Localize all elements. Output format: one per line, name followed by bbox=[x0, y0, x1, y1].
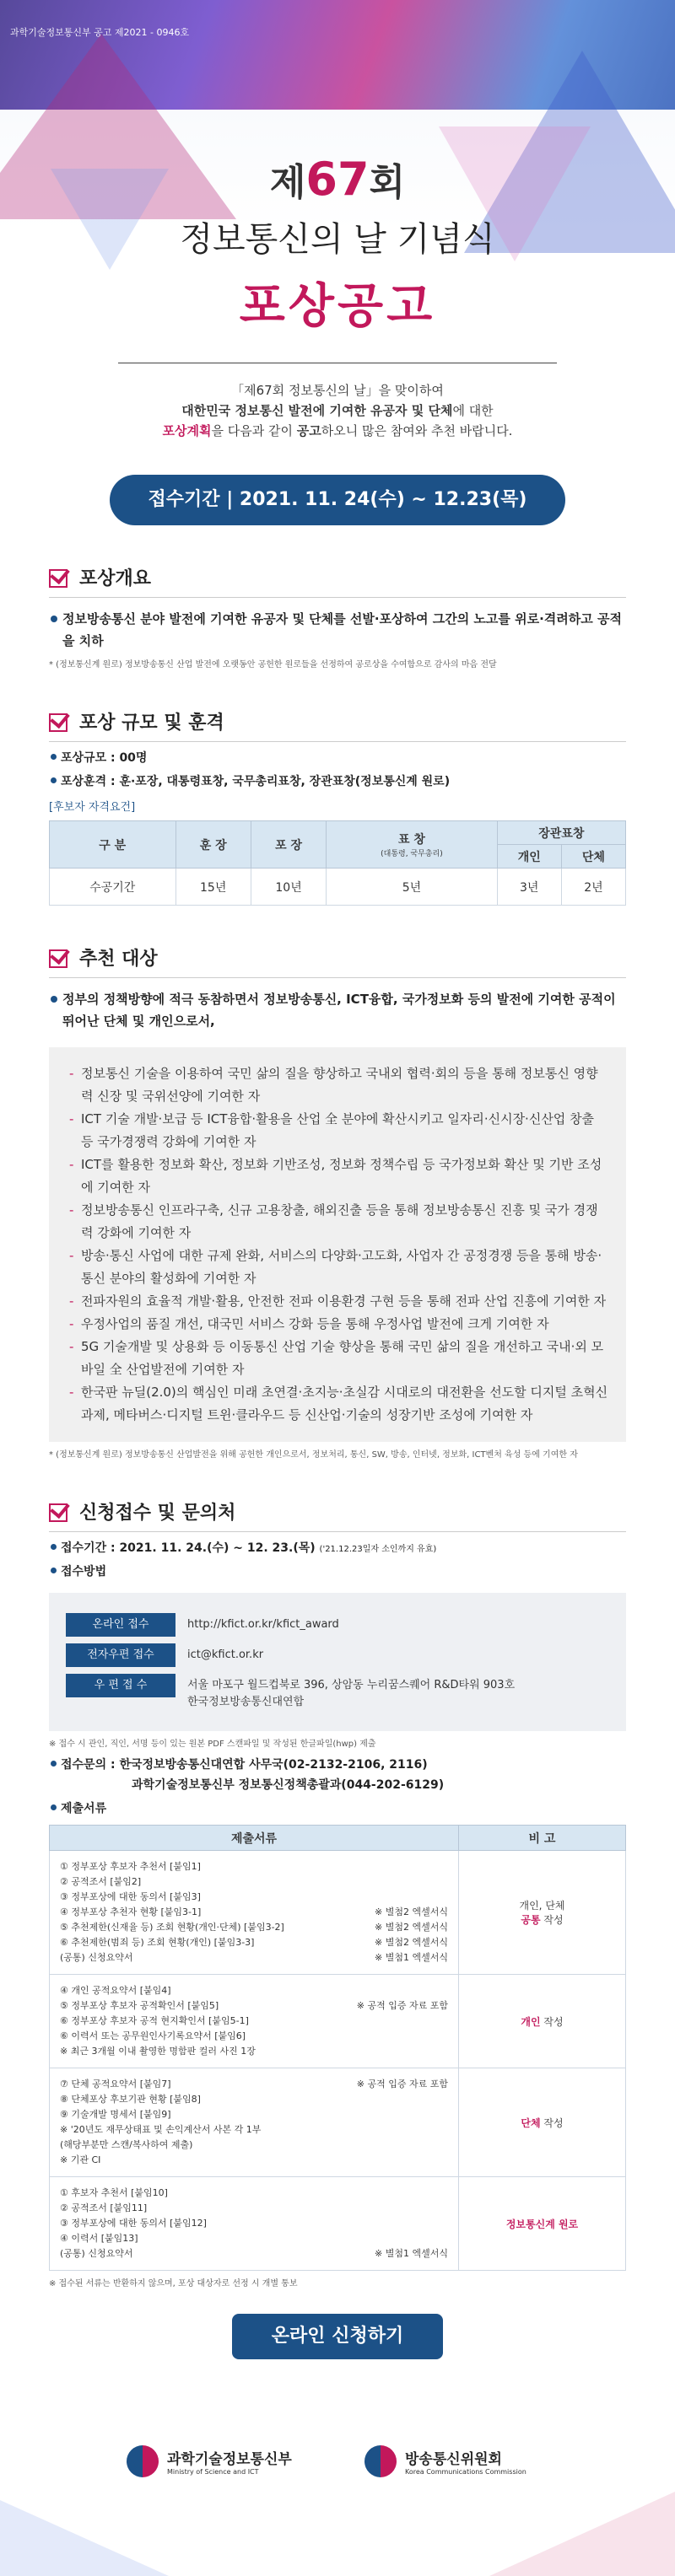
taegeuk-emblem-icon bbox=[127, 2445, 159, 2477]
doc-item: ④ 이력서 [붙임13] bbox=[60, 2233, 138, 2244]
doc-item: ※ '20년도 재무상태표 및 손익계산서 사본 각 1부 bbox=[60, 2124, 262, 2135]
doc-item: ⑤ 추천제한(신재율 등) 조회 현황(개인·단체) [붙임3-2] ※ 별첨2 엑셀서식 bbox=[60, 1922, 448, 1933]
recommend-section: 추천 대상 정부의 정책방향에 적극 동참하면서 정보방송통신, ICT융합, 국가정보화 등의 발전에 기여한 공적이 뛰어난 단체 및 개인으로서, - 정보통신 기술을 이용하여 국민 삶의 질을 향상하고 국내외 협력·회의 등을 통해 정보통신 영향력 신장 및 국위선양에 기여한 자 - ICT 기술 개발·보급 등 ICT융합·활용을 산업 全 분야에 확산시키고 일자리·신시장·신산업 창출 등 국가경쟁력 강화에 기여한 자 - ICT를 활용한 정보화 확산, 정보화 기반조성, 정보화 정책수립 등 국가정보화 확산 및 기반 조성에 기여한 자 - 정보방송통신 인프라구축, 신규 고용창출, 해외진출 등을 통해 정보방송통신 진흥 및 국가 경쟁력 강화에 기여한 자 - 방송·통신 사업에 대한 규제 완화, 서비스의 다양화·고도화, 사업자 간 공정경쟁 등을 통해 방송·통신 분야의 활성화에 기여한 자 - 전파자원의 효율적 개발·활용, 안전한 전파 이용환경 구현 등을 통해 전파 산업 진흥에 기여한 자 - 우정사업의 품질 개선, 대국민 서비스 강화 등을 통해 우정사업 발전에 크게 기여한 자 - 5G 기술개발 및 상용화 등 이동통신 산업 기술 향상을 통해 국민 삶의 질을 개선하고 국내·외 모바일 全 산업발전에 기여한 자 - 한국판 뉴딜(2.0)의 핵심인 미래 초연결·초지능·초실감 시대로의 대전환을 선도할 디지털 초혁신 과제, 메타버스·디지털 트윈·클라우드 등 신산업·기술의 성장기반 조성에 기여한 자 * (정보통신계 원로) 정보방송통신 산업발전을 위해 공헌한 개인으로서, 정보처리, 통신, SW, 방송, 인터넷, 정보화, ICT벤처 육성 등에 기여한 자 bbox=[0, 944, 675, 1460]
checkbox-icon bbox=[49, 566, 73, 589]
doc-item: (해당부분만 스캔/복사하여 제출) bbox=[60, 2139, 193, 2150]
checkbox-icon bbox=[49, 710, 73, 734]
doc-item: ⑥ 추천제한(범죄 등) 조회 현황(개인) [붙임3-3] ※ 별첨2 엑셀서식 bbox=[60, 1937, 448, 1948]
method-box: 온라인 접수 http://kfict.or.kr/kfict_award 전자우편 접수 ict@kfict.or.kr 우 편 접 수 서울 마포구 월드컵북로 396, 상암동 누리꿈스퀘어 R&D타워 903호 한국정보방송통신대연합 bbox=[49, 1593, 626, 1731]
doc-item: ③ 정부포상에 대한 동의서 [붙임12] bbox=[60, 2218, 207, 2229]
doc-item: ⑨ 기술개발 명세서 [붙임9] bbox=[60, 2109, 171, 2120]
notice-number: 과학기술정보통신부 공고 제2021 - 0946호 bbox=[10, 27, 190, 38]
doc-item: ③ 정부포상에 대한 동의서 [붙임3] bbox=[60, 1891, 201, 1902]
section-title: 추천 대상 bbox=[79, 949, 158, 970]
intro: 「제67회 정보통신의 날」을 맞이하여 대한민국 정보통신 발전에 기여한 유공자 및 단체에 대한 포상계획을 다음과 같이 공고하오니 많은 참여와 추천 바랍니다. 접수기간 | 2021. 11. 24(수) ~ 12.23(목) bbox=[0, 329, 675, 525]
list-item: - 우정사업의 품질 개선, 대국민 서비스 강화 등을 통해 우정사업 발전에 크게 기여한 자 bbox=[69, 1313, 609, 1336]
doc-item: ④ 정부포상 추천자 현황 [붙임3-1] ※ 별첨2 엑셀서식 bbox=[60, 1906, 448, 1917]
list-item: - 전파자원의 효율적 개발·활용, 안전한 전파 이용환경 구현 등을 통해 전파 산업 진흥에 기여한 자 bbox=[69, 1290, 609, 1313]
doc-item: ① 정부포상 후보자 추천서 [붙임1] bbox=[60, 1861, 201, 1872]
doc-item: ② 공적조서 [붙임2] bbox=[60, 1876, 142, 1887]
reception-period-banner: 접수기간 | 2021. 11. 24(수) ~ 12.23(목) bbox=[110, 475, 565, 525]
table-row: ① 후보자 추천서 [붙임10] ② 공적조서 [붙임11] ③ 정부포상에 대한 동의서 [붙임12] ④ 이력서 [붙임13] (공통) 신청요약서 ※ 별첨1 엑셀서식 정보통신계 원로 bbox=[50, 2177, 626, 2271]
doc-item: (공통) 신청요약서 ※ 별첨1 엑셀서식 bbox=[60, 1952, 448, 1963]
doc-item: ④ 개인 공적요약서 [붙임4] bbox=[60, 1985, 171, 1996]
list-item: - ICT 기술 개발·보급 등 ICT융합·활용을 산업 全 분야에 확산시키고 일자리·신시장·신산업 창출 등 국가경쟁력 강화에 기여한 자 bbox=[69, 1108, 609, 1154]
documents-table: 제출서류 비 고 ① 정부포상 후보자 추천서 [붙임1] ② 공적조서 [붙임2] ③ 정부포상에 대한 동의서 [붙임3] ④ 정부포상 추천자 현황 [붙임3-1] ※ 별첨2 엑셀서식 ⑤ 추천제한(신재율 등) 조회 현황(개인·단체) [붙임3-2] ※ 별첨2 엑셀서식 ⑥ 추천제한(범죄 등) 조회 현황(개인) [붙임3-3] ※ 별첨2 엑셀서식 (공통) 신청요약서 ※ 별첨1 엑셀서식 개인, 단체 공통 작성 ④ 개인 공적요약서 [붙임4] ⑤ 정부포상 후보자 공적확인서 [붙임5] ※ 공적 입증 자료 포함 ⑥ 정부포상 후보자 공적 현지확인서 [붙임5-1] ⑥ 이력서 또는 공무원인사기록요약서 [붙임6] ※ 최근 3개월 이내 촬영한 명함판 컬러 사진 1장 개인 작성 ⑦ 단체 공적요약서 [붙임7] ※ 공적 입증 자료 포함 ⑧ 단체포상 후보기관 현황 [붙임8] ⑨ 기술개발 명세서 [붙임9] ※ '20년도 재무상태표 및 손익계산서 사본 각 1부 (해당부분만 스캔/복사하여 제출) ※ 기관 CI 단체 작성 ① 후보자 추천서 [붙임10] ② 공적조서 [붙임11] ③ 정부포상에 대한 동의서 [붙임12] ④ 이력서 [붙임13] (공통) 신청요약서 ※ 별첨1 엑셀서식 정보통신계 원로 bbox=[49, 1825, 626, 2271]
online-apply-button[interactable]: 온라인 신청하기 bbox=[232, 2314, 443, 2359]
section-title: 신청접수 및 문의처 bbox=[79, 1503, 236, 1524]
qualification-table: 구 분 훈 장 포 장 표 창 (대통령, 국무총리) 장관표창 개인 단체 수공기간 15년 10년 5년 3년 2년 bbox=[49, 820, 626, 906]
footer bbox=[0, 2428, 675, 2576]
list-item: - 5G 기술개발 및 상용화 등 이동통신 산업 기술 향상을 통해 국민 삶의 질을 개선하고 국내·외 모바일 全 산업발전에 기여한 자 bbox=[69, 1336, 609, 1381]
list-item: - 정보통신 기술을 이용하여 국민 삶의 질을 향상하고 국내외 협력·회의 등을 통해 정보통신 영향력 신장 및 국위선양에 기여한 자 bbox=[69, 1062, 609, 1108]
apply-section: 신청접수 및 문의처 접수기간 : 2021. 11. 24.(수) ~ 12. 23.(목) ('21.12.23일자 소인까지 유효) 접수방법 온라인 접수 http://kfict.or.kr/kfict_award 전자우편 접수 ict@kfict.or.kr 우 편 접 수 서울 마포구 월드컵북로 396, 상암동 누리꿈스퀘어 R&D타워 903호 한국정보방송통신대연합 ※ 접수 시 관인, 직인, 서명 등이 있는 원본 PDF 스캔파일 및 작성된 한글파일(hwp) 제출 접수문의 : 한국정보방송통신대연합 사무국(02-2132-2106, 2116) 과학기술정보통신부 정보통신정책총괄과(044-202-6129) 제출서류 제출서류 비 고 ① 정부포상 후보자 추천서 [붙임1] ② 공적조서 [붙임2] ③ 정부포상에 대한 동의서 [붙임3] ④ 정부포상 추천자 현황 [붙임3-1] ※ 별첨2 엑셀서식 ⑤ 추천제한(신재율 등) 조회 현황(개인·단체) [붙임3-2] ※ 별첨2 엑셀서식 ⑥ 추천제한(범죄 등) 조회 현황(개인) [붙임3-3] ※ 별첨2 엑셀서식 (공통) 신청요약서 ※ 별첨1 엑셀서식 개인, 단체 공통 작성 ④ 개인 공적요약서 [붙임4] ⑤ 정부포상 후보자 공적확인서 [붙임5] ※ 공적 입증 자료 포함 ⑥ 정부포상 후보자 공적 현지확인서 [붙임5-1] ⑥ 이력서 또는 공무원인사기록요약서 [붙임6] ※ 최근 3개월 이내 촬영한 명함판 컬러 사진 1장 개인 작성 ⑦ 단체 공적요약서 [붙임7] ※ 공적 입증 자료 포함 ⑧ 단체포상 후보기관 현황 [붙임8] ⑨ 기술개발 명세서 [붙임9] ※ '20년도 재무상태표 및 손익계산서 사본 각 1부 (해당부분만 스캔/복사하여 제출) ※ 기관 CI 단체 작성 ① 후보자 추천서 [붙임10] ② 공적조서 [붙임11] ③ 정부포상에 대한 동의서 [붙임12] ④ 이력서 [붙임13] (공통) 신청요약서 ※ 별첨1 엑셀서식 정보통신계 원로 ※ 접수된 서류는 반환하지 않으며, 포상 대상자로 선정 시 개별 통보 온라인 신청하기 bbox=[0, 1498, 675, 2359]
overview-section: 포상개요 정보방송통신 분야 발전에 기여한 유공자 및 단체를 선발·포상하여 그간의 노고를 위로·격려하고 공적을 치하 * (정보통신계 원로) 정보방송통신 산업 발전에 오랫동안 공헌한 원로들을 선정하여 공로상을 수여함으로 감사의 마음 전달 bbox=[0, 564, 675, 670]
doc-item: ⑤ 정부포상 후보자 공적확인서 [붙임5] ※ 공적 입증 자료 포함 bbox=[60, 2000, 448, 2011]
list-item: - 정보방송통신 인프라구축, 신규 고용창출, 해외진출 등을 통해 정보방송통신 진흥 및 국가 경쟁력 강화에 기여한 자 bbox=[69, 1199, 609, 1245]
ordinal: 제67회 bbox=[269, 153, 406, 206]
table-row: ④ 개인 공적요약서 [붙임4] ⑤ 정부포상 후보자 공적확인서 [붙임5] ※ 공적 입증 자료 포함 ⑥ 정부포상 후보자 공적 현지확인서 [붙임5-1] ⑥ 이력서 또는 공무원인사기록요약서 [붙임6] ※ 최근 3개월 이내 촬영한 명함판 컬러 사진 1장 개인 작성 bbox=[50, 1975, 626, 2068]
doc-item: ※ 기관 CI bbox=[60, 2154, 101, 2165]
scale-section: 포상 규모 및 훈격 포상규모 : 00명 포상훈격 : 훈·포장, 대통령표창, 국무총리표창, 장관표창(정보통신계 원로) [후보자 자격요건] 구 분 훈 장 포 장 표 창 (대통령, 국무총리) 장관표창 개인 단체 수공기간 15년 10년 5년 3년 2년 bbox=[0, 708, 675, 906]
hero-banner bbox=[0, 0, 675, 329]
taegeuk-emblem-icon bbox=[364, 2445, 397, 2477]
list-item: - 방송·통신 사업에 대한 규제 완화, 서비스의 다양화·고도화, 사업자 간 공정경쟁 등을 통해 방송·통신 분야의 활성화에 기여한 자 bbox=[69, 1245, 609, 1290]
hero-subtitle: 정보통신의 날 기념식 bbox=[180, 220, 495, 259]
kcc-logo: 방송통신위원회 Korea Communications Commission bbox=[364, 2445, 526, 2477]
table-row: 수공기간 15년 10년 5년 3년 2년 bbox=[50, 869, 626, 906]
doc-item: ① 후보자 추천서 [붙임10] bbox=[60, 2187, 168, 2198]
hero-title bbox=[0, 152, 675, 329]
list-item: - 한국판 뉴딜(2.0)의 핵심인 미래 초연결·초지능·초실감 시대로의 대전환을 선도할 디지털 초혁신 과제, 메타버스·디지털 트윈·클라우드 등 신산업·기술의 성장기반 조성에 기여한 자 bbox=[69, 1381, 609, 1427]
doc-item: ② 공적조서 [붙임11] bbox=[60, 2202, 148, 2213]
online-url-link[interactable]: http://kfict.or.kr/kfict_award bbox=[187, 1618, 339, 1631]
hero-main-title: 포상공고 bbox=[239, 279, 436, 329]
email-link[interactable]: ict@kfict.or.kr bbox=[187, 1648, 264, 1661]
msit-logo: 과학기술정보통신부 Ministry of Science and ICT bbox=[127, 2445, 292, 2477]
list-item: - ICT를 활용한 정보화 확산, 정보화 기반조성, 정보화 정책수립 등 국가정보화 확산 및 기반 조성에 기여한 자 bbox=[69, 1154, 609, 1199]
checkbox-icon bbox=[49, 946, 73, 970]
checkbox-icon bbox=[49, 1500, 73, 1524]
section-title: 포상 규모 및 훈격 bbox=[79, 713, 224, 734]
doc-item: (공통) 신청요약서 ※ 별첨1 엑셀서식 bbox=[60, 2248, 448, 2259]
recommend-list bbox=[49, 1047, 626, 1442]
doc-item: ※ 최근 3개월 이내 촬영한 명함판 컬러 사진 1장 bbox=[60, 2046, 256, 2057]
table-row: ① 정부포상 후보자 추천서 [붙임1] ② 공적조서 [붙임2] ③ 정부포상에 대한 동의서 [붙임3] ④ 정부포상 추천자 현황 [붙임3-1] ※ 별첨2 엑셀서식 ⑤ 추천제한(신재율 등) 조회 현황(개인·단체) [붙임3-2] ※ 별첨2 엑셀서식 ⑥ 추천제한(범죄 등) 조회 현황(개인) [붙임3-3] ※ 별첨2 엑셀서식 (공통) 신청요약서 ※ 별첨1 엑셀서식 개인, 단체 공통 작성 bbox=[50, 1851, 626, 1975]
doc-item: ⑧ 단체포상 후보기관 현황 [붙임8] bbox=[60, 2094, 201, 2105]
table-row: ⑦ 단체 공적요약서 [붙임7] ※ 공적 입증 자료 포함 ⑧ 단체포상 후보기관 현황 [붙임8] ⑨ 기술개발 명세서 [붙임9] ※ '20년도 재무상태표 및 손익계산서 사본 각 1부 (해당부분만 스캔/복사하여 제출) ※ 기관 CI 단체 작성 bbox=[50, 2068, 626, 2177]
section-title: 포상개요 bbox=[79, 568, 152, 589]
doc-item: ⑥ 이력서 또는 공무원인사기록요약서 [붙임6] bbox=[60, 2030, 246, 2041]
doc-item: ⑥ 정부포상 후보자 공적 현지확인서 [붙임5-1] bbox=[60, 2015, 249, 2026]
doc-item: ⑦ 단체 공적요약서 [붙임7] ※ 공적 입증 자료 포함 bbox=[60, 2079, 448, 2089]
